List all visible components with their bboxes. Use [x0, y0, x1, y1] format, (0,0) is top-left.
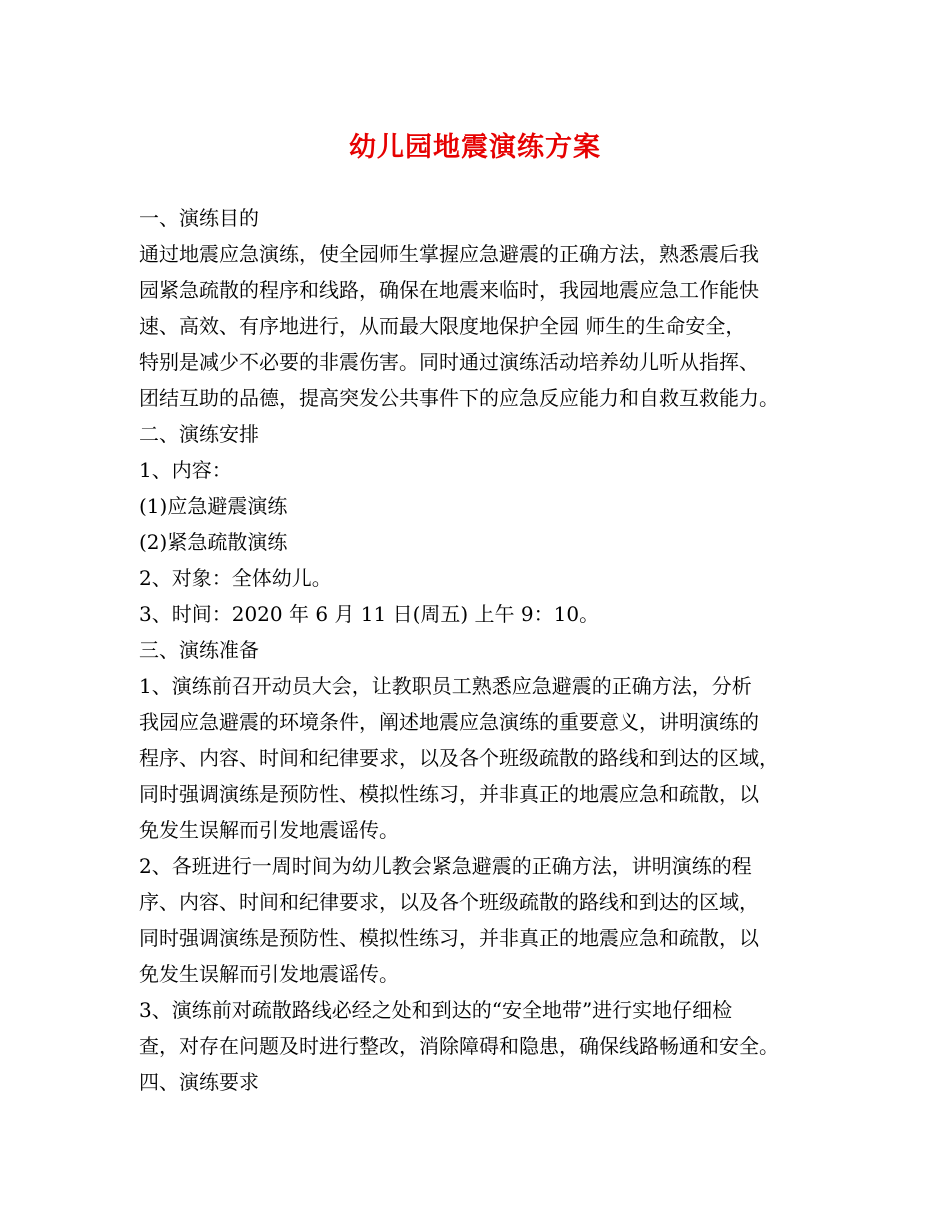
text-line: 同时强调演练是预防性、模拟性练习，并非真正的地震应急和疏散，以 [139, 926, 759, 950]
text-line: (2)紧急疏散演练 [139, 530, 288, 554]
text-line: 1、演练前召开动员大会，让教职员工熟悉应急避震的正确方法，分析 [139, 674, 752, 698]
text-line: 免发生误解而引发地震谣传。 [139, 818, 399, 842]
text-line: 同时强调演练是预防性、模拟性练习，并非真正的地震应急和疏散，以 [139, 782, 759, 806]
document-title: 幼儿园地震演练方案 [349, 132, 601, 163]
text-line: 1、内容： [139, 458, 232, 482]
text-line: 三、演练准备 [139, 638, 259, 662]
text-line: 特别是减少不必要的非震伤害。同时通过演练活动培养幼儿听从指挥、 [139, 350, 759, 374]
text-line: 我园应急避震的环境条件，阐述地震应急演练的重要意义，讲明演练的 [139, 710, 759, 734]
text-line: 速、高效、有序地进行，从而最大限度地保护全园 师生的生命安全， [139, 314, 746, 338]
text-line: 2、各班进行一周时间为幼儿教会紧急避震的正确方法，讲明演练的程 [139, 854, 752, 878]
document-body [139, 200, 839, 1100]
text-line: 园紧急疏散的程序和线路，确保在地震来临时，我园地震应急工作能快 [139, 278, 759, 302]
text-line: 3、时间：2020 年 6 月 11 日(周五) 上午 9：10。 [139, 602, 600, 626]
text-line: (1)应急避震演练 [139, 494, 288, 518]
text-line: 四、演练要求 [139, 1070, 259, 1094]
text-line: 程序、内容、时间和纪律要求，以及各个班级疏散的路线和到达的区域， [139, 746, 779, 770]
text-line: 免发生误解而引发地震谣传。 [139, 962, 399, 986]
text-line: 序、内容、时间和纪律要求，以及各个班级疏散的路线和到达的区域， [139, 890, 759, 914]
text-line: 团结互助的品德，提高突发公共事件下的应急反应能力和自救互救能力。 [139, 386, 779, 410]
text-line: 通过地震应急演练，使全园师生掌握应急避震的正确方法，熟悉震后我 [139, 242, 759, 266]
text-line: 一、演练目的 [139, 206, 259, 230]
text-line: 二、演练安排 [139, 422, 259, 446]
text-line: 查，对存在问题及时进行整改，消除障碍和隐患，确保线路畅通和安全。 [139, 1034, 779, 1058]
text-line: 3、演练前对疏散路线必经之处和到达的“安全地带”进行实地仔细检 [139, 998, 733, 1022]
text-line: 2、对象：全体幼儿。 [139, 566, 332, 590]
